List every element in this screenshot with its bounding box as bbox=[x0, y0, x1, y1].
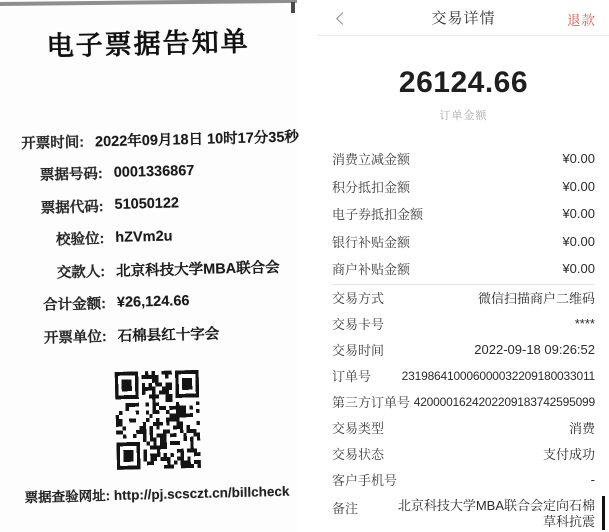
row-label: 交易类型 bbox=[332, 421, 385, 436]
bill-qr-code bbox=[114, 369, 200, 469]
row-consume-discount bbox=[318, 145, 609, 173]
row-label: 备注 bbox=[332, 500, 359, 516]
row-value: 北京科技大学MBA联合会定向石棉草科抗震 bbox=[397, 497, 595, 529]
field-label: 票据代码: bbox=[40, 198, 104, 217]
verify-url: http://pj.scsczt.cn/billcheck bbox=[113, 483, 290, 503]
row-value: ¥0.00 bbox=[562, 178, 595, 194]
row-label: 商户补贴金额 bbox=[332, 262, 411, 278]
row-transaction-type bbox=[318, 415, 609, 441]
bill-verify-line bbox=[24, 479, 307, 506]
row-transaction-status bbox=[318, 441, 609, 467]
row-label: 订单号 bbox=[332, 369, 372, 384]
order-amount-value: 26124.66 bbox=[398, 66, 529, 99]
row-label: 交易方式 bbox=[332, 291, 385, 306]
row-value: 消费 bbox=[568, 421, 595, 436]
row-remark bbox=[318, 493, 609, 530]
refund-button[interactable]: 退款 bbox=[567, 13, 596, 28]
field-value: ¥26,124.66 bbox=[116, 292, 190, 311]
field-value: 0001336867 bbox=[113, 162, 195, 181]
order-amount-caption: 订单金额 bbox=[439, 110, 488, 122]
ebill-content bbox=[0, 0, 308, 506]
row-value: **** bbox=[574, 316, 595, 331]
row-label: 银行补贴金额 bbox=[332, 234, 411, 250]
row-customer-phone bbox=[318, 467, 609, 493]
deduction-rows bbox=[318, 145, 609, 283]
row-value: ¥0.00 bbox=[562, 233, 595, 249]
row-ecoupon-deduction bbox=[318, 200, 609, 228]
detail-rows bbox=[318, 285, 609, 530]
ebill-fields bbox=[2, 119, 304, 354]
row-label: 交易状态 bbox=[332, 447, 385, 462]
ebill-field-issuer bbox=[6, 314, 304, 354]
field-label: 交款人: bbox=[56, 263, 106, 282]
field-label: 校验位: bbox=[55, 231, 105, 249]
row-label: 积分抵扣金额 bbox=[332, 179, 411, 195]
row-transaction-time bbox=[318, 337, 609, 363]
field-value: 北京科技大学MBA联合会 bbox=[115, 259, 280, 280]
row-thirdparty-order-number bbox=[318, 389, 609, 415]
verify-label: 票据查验网址: bbox=[24, 487, 111, 505]
field-value: 石棉县红十字会 bbox=[117, 326, 220, 345]
row-label: 第三方订单号 bbox=[332, 395, 411, 410]
screen-edge-artifact bbox=[602, 496, 605, 530]
row-label: 消费立减金额 bbox=[332, 152, 411, 168]
row-value: 2022-09-18 09:26:52 bbox=[474, 342, 595, 357]
ebill-title: 电子票据告知单 bbox=[46, 26, 250, 62]
field-label: 开票单位: bbox=[43, 328, 107, 347]
transaction-detail-panel bbox=[318, 0, 609, 532]
row-value: - bbox=[590, 472, 595, 487]
row-bank-subsidy bbox=[318, 228, 609, 256]
app-header bbox=[318, 0, 609, 36]
row-value: ¥0.00 bbox=[562, 151, 595, 167]
row-label: 交易卡号 bbox=[332, 317, 385, 332]
chevron-left-icon bbox=[336, 12, 349, 25]
row-label: 电子券抵扣金额 bbox=[332, 207, 424, 223]
qr-code-container bbox=[8, 367, 307, 477]
row-payment-method bbox=[318, 285, 609, 311]
field-value: 2022年09月18日 10时17分35秒 bbox=[94, 129, 300, 151]
row-value: 微信扫描商户二维码 bbox=[477, 291, 595, 306]
row-label: 客户手机号 bbox=[332, 473, 398, 488]
field-label: 票据号码: bbox=[39, 166, 103, 184]
field-value: 51050122 bbox=[114, 195, 180, 214]
order-amount-block bbox=[318, 36, 609, 123]
back-button[interactable] bbox=[334, 11, 350, 27]
row-label: 交易时间 bbox=[332, 343, 385, 358]
row-merchant-subsidy bbox=[318, 255, 609, 283]
field-label: 开票时间: bbox=[21, 134, 85, 152]
row-value: 支付成功 bbox=[542, 447, 595, 462]
page-title: 交易详情 bbox=[431, 10, 496, 27]
ebill-scan-panel bbox=[0, 0, 300, 532]
row-value: ¥0.00 bbox=[562, 206, 595, 222]
row-card-number bbox=[318, 311, 609, 337]
row-value: 231986410006000032209180033011 bbox=[401, 368, 595, 383]
row-value: 4200001624202209183742595099 bbox=[413, 394, 595, 409]
row-points-deduction bbox=[318, 173, 609, 201]
field-value: hZVm2u bbox=[115, 228, 173, 246]
row-value: ¥0.00 bbox=[562, 261, 595, 277]
row-order-number bbox=[318, 363, 609, 389]
field-label: 合计金额: bbox=[42, 296, 107, 314]
